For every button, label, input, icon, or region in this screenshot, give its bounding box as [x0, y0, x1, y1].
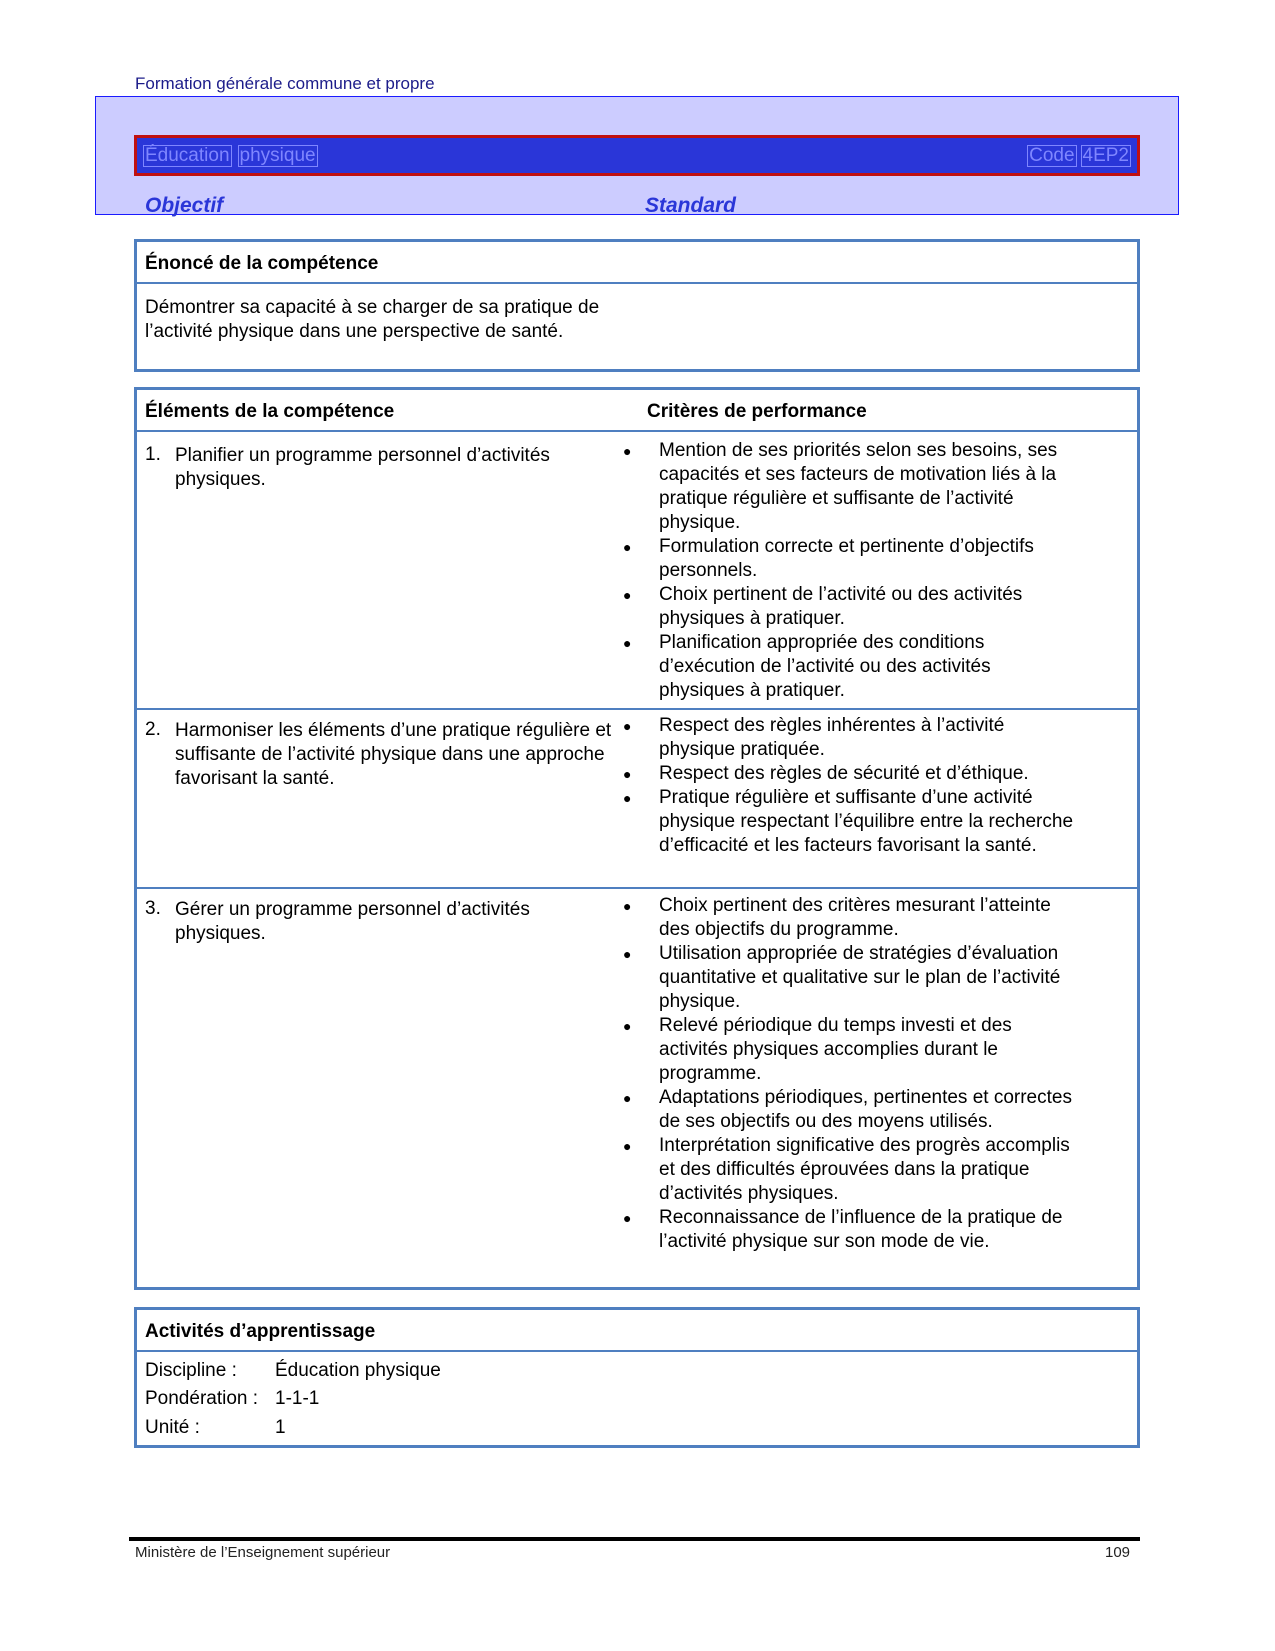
enonce-box	[134, 239, 1140, 372]
page-number: 109	[1105, 1544, 1131, 1561]
criterion-item: ● Choix pertinent de l’activité ou des activités physiques à pratiquer.	[623, 584, 1023, 629]
bullet-icon: ●	[623, 539, 632, 555]
activites-box	[134, 1307, 1140, 1448]
ponderation-row	[145, 1388, 319, 1410]
unite-value: 1	[275, 1417, 286, 1438]
bullet-icon: ●	[623, 766, 632, 782]
discipline-value: Éducation physique	[275, 1360, 441, 1381]
running-header: Formation générale commune et propre	[135, 74, 435, 93]
bullet-icon: ●	[623, 946, 632, 962]
criterion-item: ● Choix pertinent des critères mesurant l’atteinte des objectifs du programme.	[623, 895, 1051, 940]
bullet-icon: ●	[623, 1210, 632, 1226]
criterion-item: ● Formulation correcte et pertinente d’objectifs personnels.	[623, 536, 1034, 581]
objectif-label: Objectif	[145, 194, 224, 217]
unite-label: Unité :	[145, 1417, 200, 1438]
element-text: Harmoniser les éléments d’une pratique régulière et suffisante de l’activité physique dans une approche favorisant la santé.	[175, 720, 612, 789]
element-row-1	[137, 432, 1137, 710]
criterion-item: ● Respect des règles inhérentes à l’activité physique pratiquée.	[623, 715, 1005, 760]
discipline-label: Discipline :	[145, 1360, 237, 1381]
discipline-row	[145, 1360, 441, 1382]
activites-heading: Activités d’apprentissage	[145, 1321, 376, 1342]
unite-row	[145, 1417, 286, 1439]
enonce-heading: Énoncé de la compétence	[145, 253, 379, 274]
standard-label: Standard	[645, 194, 737, 217]
element-number: 1.	[145, 444, 161, 465]
bullet-icon: ●	[623, 1090, 632, 1106]
criterion-item: ● Utilisation appropriée de stratégies d’évaluation quantitative et qualitative sur le plan de l’activité physique.	[623, 943, 1061, 1012]
enonce-text: Démontrer sa capacité à se charger de sa pratique de l’activité physique dans une perspective de santé.	[145, 297, 600, 342]
elements-heading: Éléments de la compétence	[145, 401, 395, 422]
criteria-list	[623, 894, 1078, 1254]
elements-heading-row	[137, 390, 1137, 432]
course-title-word-1: Éducation	[145, 144, 230, 166]
bullet-icon: ●	[623, 635, 632, 651]
criterion-item: ● Interprétation significative des progrès accomplis et des difficultés éprouvées dans la pratique d’activités physiques.	[623, 1135, 1070, 1204]
element-number: 3.	[145, 898, 161, 919]
ponderation-value: 1-1-1	[275, 1388, 320, 1409]
footer-rule	[129, 1537, 1140, 1541]
element-text: Gérer un programme personnel d’activités physiques.	[175, 899, 530, 944]
course-title-word-2: physique	[239, 144, 316, 166]
criteria-list	[623, 439, 1078, 703]
bullet-icon: ●	[623, 1138, 632, 1154]
element-number: 2.	[145, 719, 161, 740]
criteres-heading: Critères de performance	[647, 401, 867, 422]
footer-ministry: Ministère de l’Enseignement supérieur	[135, 1544, 391, 1561]
element-text: Planifier un programme personnel d’activités physiques.	[175, 445, 550, 490]
element-row-3	[137, 889, 1137, 1287]
bullet-icon: ●	[623, 443, 632, 459]
criterion-item: ● Pratique régulière et suffisante d’une activité physique respectant l’équilibre entre la recherche d’efficacité et les facteurs favorisant la santé.	[623, 787, 1074, 856]
activites-heading-row	[137, 1310, 1137, 1352]
course-title-bar	[134, 135, 1140, 176]
code-label: Code	[1029, 144, 1075, 166]
bullet-icon: ●	[623, 1018, 632, 1034]
criterion-item: ● Adaptations périodiques, pertinentes et correctes de ses objectifs ou des moyens utilisés.	[623, 1087, 1072, 1132]
bullet-icon: ●	[623, 898, 632, 914]
elements-box	[134, 387, 1140, 1290]
criterion-item: ● Reconnaissance de l’influence de la pratique de l’activité physique sur son mode de vie.	[623, 1207, 1063, 1252]
criterion-item: ● Planification appropriée des conditions d’exécution de l’activité ou des activités physiques à pratiquer.	[623, 632, 991, 701]
criteria-list	[623, 714, 1078, 858]
criterion-item: ● Relevé périodique du temps investi et des activités physiques accomplies durant le programme.	[623, 1015, 1012, 1084]
criterion-item: ● Respect des règles de sécurité et d’éthique.	[623, 763, 1029, 784]
code-value: 4EP2	[1082, 144, 1129, 166]
bullet-icon: ●	[623, 718, 632, 734]
bullet-icon: ●	[623, 790, 632, 806]
bullet-icon: ●	[623, 587, 632, 603]
criterion-item: ● Mention de ses priorités selon ses besoins, ses capacités et ses facteurs de motivation liés à la pratique régulière et suffisante de l’activité physique.	[623, 440, 1058, 533]
element-row-2	[137, 710, 1137, 889]
objectif-standard-row	[145, 194, 753, 216]
ponderation-label: Pondération :	[145, 1388, 259, 1409]
enonce-heading-row	[137, 242, 1137, 284]
